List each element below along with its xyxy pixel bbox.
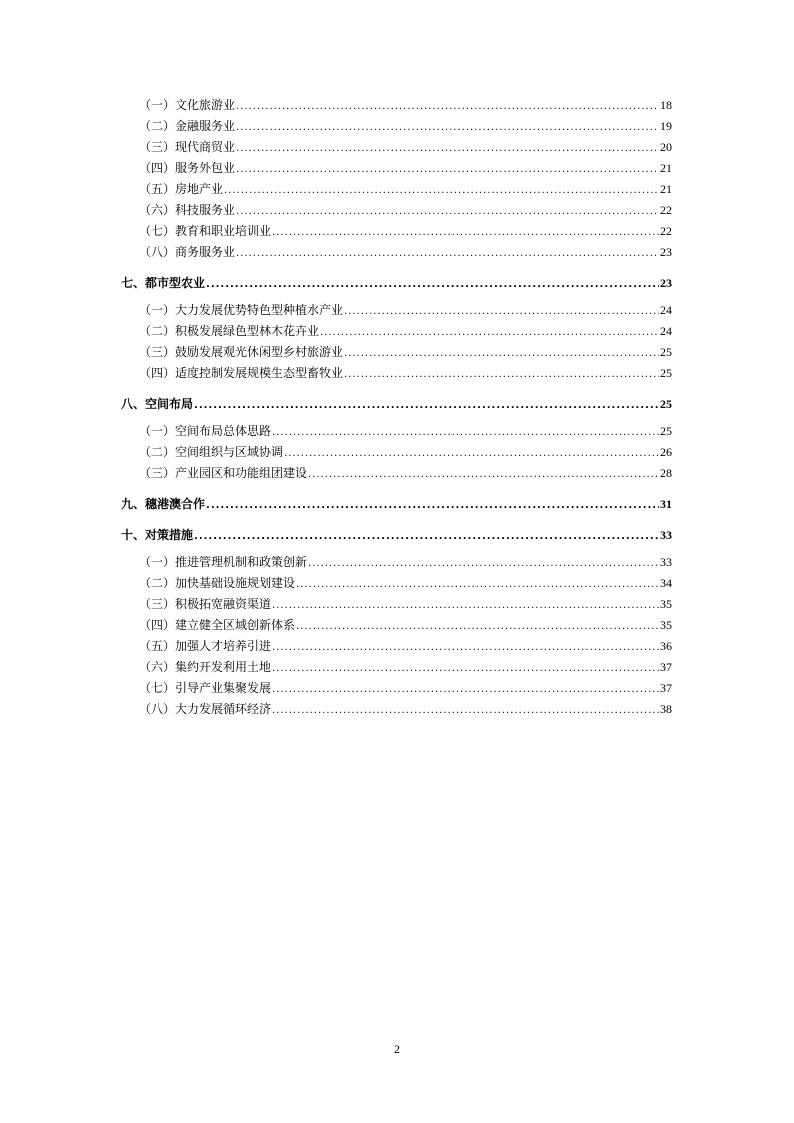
toc-dot-leader (236, 248, 659, 259)
toc-entry-label: （八）大力发展循环经济 (139, 702, 272, 716)
toc-entry-page: 28 (660, 466, 672, 480)
toc-dot-leader (272, 227, 659, 238)
toc-dot-leader (344, 348, 659, 359)
toc-entry-label: 九、穗港澳合作 (121, 497, 206, 511)
toc-dot-leader (206, 500, 659, 511)
toc-subsection-entry[interactable] (0, 464, 794, 485)
toc-entry-label: （二）空间组织与区域协调 (139, 445, 284, 459)
toc-entry-label: （六）集约开发利用土地 (139, 660, 272, 674)
toc-subsection-entry[interactable] (0, 117, 794, 138)
toc-entry-label: （二）积极发展绿色型林木花卉业 (139, 324, 320, 338)
toc-subsection-entry[interactable] (0, 595, 794, 616)
toc-entry-page: 31 (660, 497, 672, 511)
toc-subsection-entry[interactable] (0, 301, 794, 322)
toc-entry-page: 24 (660, 303, 672, 317)
toc-entry-page: 22 (660, 224, 672, 238)
toc-entry-page: 35 (660, 618, 672, 632)
toc-subsection-entry[interactable] (0, 343, 794, 364)
toc-subsection-entry[interactable] (0, 96, 794, 117)
toc-subsection-entry[interactable] (0, 243, 794, 264)
toc-entry-label: 七、都市型农业 (121, 276, 206, 290)
toc-entry-page: 24 (660, 324, 672, 338)
toc-entry-label: （一）文化旅游业 (139, 98, 236, 112)
toc-subsection-entry[interactable] (0, 443, 794, 464)
toc-entry-page: 25 (660, 397, 672, 411)
toc-dot-leader (296, 621, 659, 632)
toc-dot-leader (236, 206, 659, 217)
toc-entry-label: （七）引导产业集聚发展 (139, 681, 272, 695)
toc-dot-leader (272, 705, 659, 716)
toc-entry-page: 36 (660, 639, 672, 653)
toc-dot-leader (284, 448, 659, 459)
toc-dot-leader (344, 306, 659, 317)
page-number: 2 (394, 1042, 400, 1056)
toc-entry-label: （五）加强人才培养引进 (139, 639, 272, 653)
toc-entry-label: （五）房地产业 (139, 182, 224, 196)
toc-subsection-entry[interactable] (0, 553, 794, 574)
toc-dot-leader (272, 600, 659, 611)
toc-entry-page: 25 (660, 345, 672, 359)
toc-entry-label: （三）积极拓宽融资渠道 (139, 597, 272, 611)
toc-entry-page: 33 (660, 528, 672, 542)
toc-dot-leader (194, 531, 659, 542)
toc-entry-page: 38 (660, 702, 672, 716)
toc-entry-label: （一）空间布局总体思路 (139, 424, 272, 438)
toc-section-entry[interactable] (0, 526, 794, 547)
toc-entry-page: 21 (660, 161, 672, 175)
toc-dot-leader (236, 101, 659, 112)
toc-entry-page: 37 (660, 681, 672, 695)
toc-entry-page: 35 (660, 597, 672, 611)
toc-dot-leader (272, 642, 659, 653)
toc-subsection-entry[interactable] (0, 138, 794, 159)
toc-subsection-entry[interactable] (0, 201, 794, 222)
toc-section-entry[interactable] (0, 274, 794, 295)
toc-entry-label: （四）服务外包业 (139, 161, 236, 175)
toc-entry-label: （八）商务服务业 (139, 245, 236, 259)
toc-dot-leader (344, 369, 659, 380)
toc-section-entry[interactable] (0, 395, 794, 416)
table-of-contents (0, 96, 794, 721)
toc-dot-leader (236, 143, 659, 154)
toc-subsection-entry[interactable] (0, 159, 794, 180)
toc-entry-page: 23 (660, 276, 672, 290)
toc-entry-page: 25 (660, 424, 672, 438)
toc-subsection-entry[interactable] (0, 422, 794, 443)
toc-entry-page: 20 (660, 140, 672, 154)
toc-dot-leader (308, 558, 659, 569)
toc-entry-label: （三）现代商贸业 (139, 140, 236, 154)
toc-dot-leader (236, 122, 659, 133)
toc-dot-leader (206, 279, 659, 290)
toc-subsection-entry[interactable] (0, 616, 794, 637)
toc-subsection-entry[interactable] (0, 658, 794, 679)
toc-entry-label: （六）科技服务业 (139, 203, 236, 217)
toc-entry-label: （二）金融服务业 (139, 119, 236, 133)
toc-entry-page: 18 (660, 98, 672, 112)
toc-entry-page: 34 (660, 576, 672, 590)
toc-dot-leader (272, 427, 659, 438)
toc-entry-label: 八、空间布局 (121, 397, 194, 411)
toc-entry-label: （四）建立健全区域创新体系 (139, 618, 296, 632)
toc-entry-page: 26 (660, 445, 672, 459)
toc-entry-page: 23 (660, 245, 672, 259)
toc-entry-label: （三）产业园区和功能组团建设 (139, 466, 308, 480)
toc-entry-page: 25 (660, 366, 672, 380)
toc-dot-leader (320, 327, 659, 338)
toc-entry-label: 十、对策措施 (121, 528, 194, 542)
toc-dot-leader (296, 579, 659, 590)
toc-section-entry[interactable] (0, 495, 794, 516)
toc-dot-leader (272, 663, 659, 674)
toc-entry-page: 37 (660, 660, 672, 674)
toc-entry-label: （七）教育和职业培训业 (139, 224, 272, 238)
toc-entry-page: 21 (660, 182, 672, 196)
toc-entry-label: （一）推进管理机制和政策创新 (139, 555, 308, 569)
toc-dot-leader (308, 469, 659, 480)
toc-subsection-entry[interactable] (0, 222, 794, 243)
toc-subsection-entry[interactable] (0, 322, 794, 343)
toc-entry-label: （二）加快基础设施规划建设 (139, 576, 296, 590)
toc-dot-leader (224, 185, 659, 196)
toc-entry-label: （一）大力发展优势特色型种植水产业 (139, 303, 344, 317)
toc-subsection-entry[interactable] (0, 180, 794, 201)
toc-subsection-entry[interactable] (0, 364, 794, 385)
toc-subsection-entry[interactable] (0, 574, 794, 595)
toc-entry-label: （三）鼓励发展观光休闲型乡村旅游业 (139, 345, 344, 359)
toc-subsection-entry[interactable] (0, 679, 794, 700)
toc-entry-label: （四）适度控制发展规模生态型畜牧业 (139, 366, 344, 380)
toc-dot-leader (272, 684, 659, 695)
toc-subsection-entry[interactable] (0, 637, 794, 658)
toc-entry-page: 19 (660, 119, 672, 133)
toc-entry-page: 33 (660, 555, 672, 569)
toc-subsection-entry[interactable] (0, 700, 794, 721)
toc-entry-page: 22 (660, 203, 672, 217)
toc-dot-leader (236, 164, 659, 175)
toc-dot-leader (194, 400, 659, 411)
